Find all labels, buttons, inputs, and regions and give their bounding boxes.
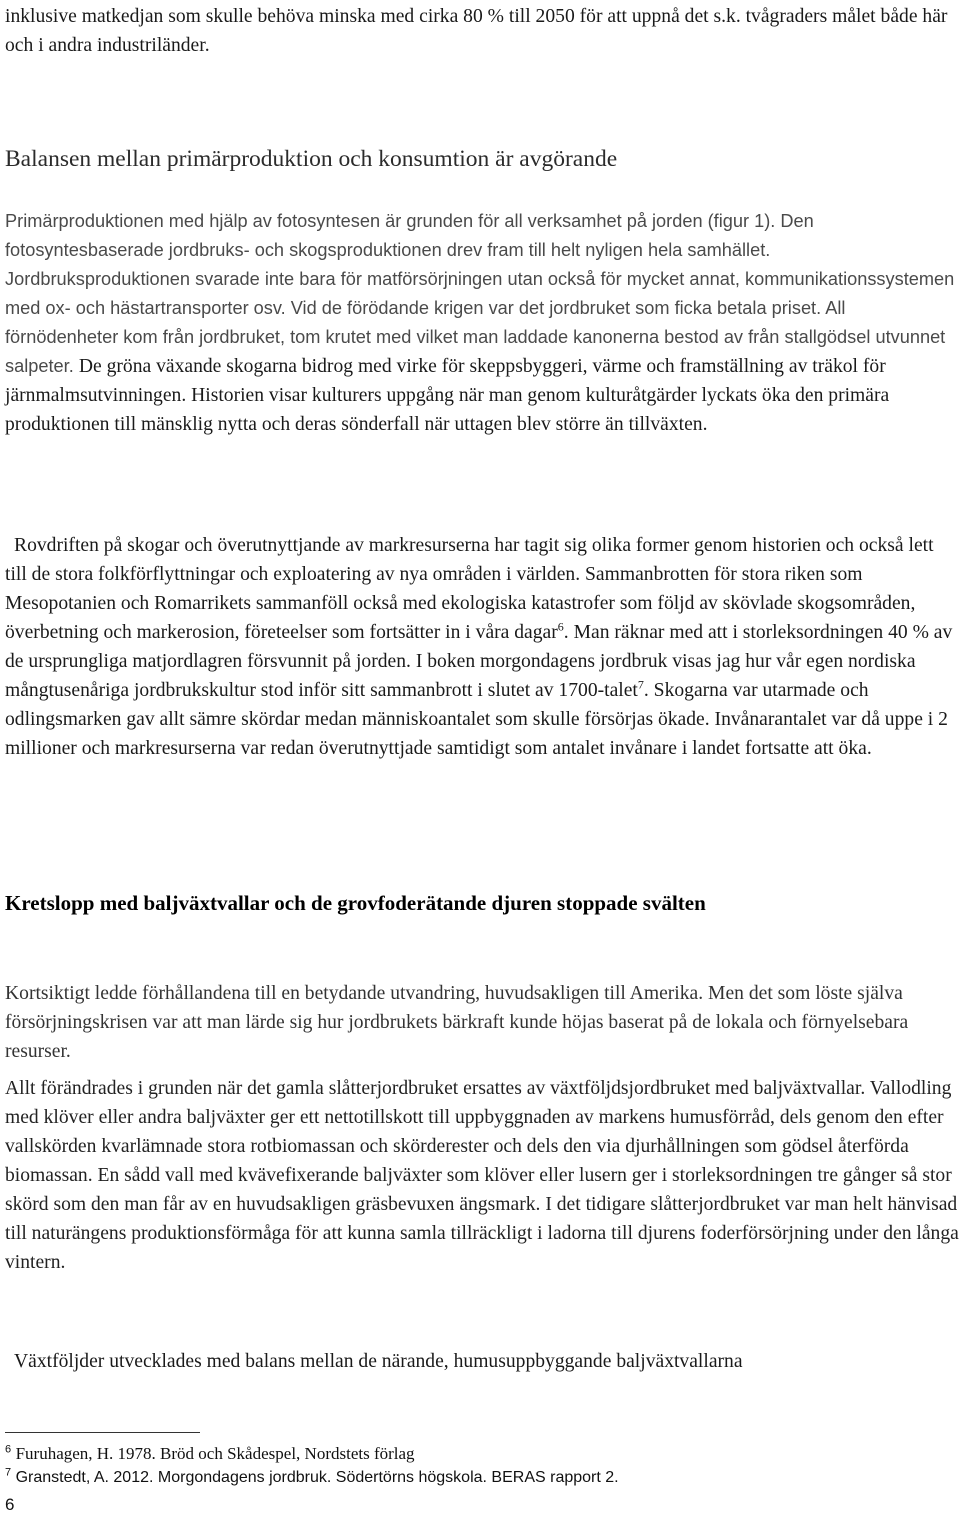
footnote-number: 7 — [5, 1466, 12, 1479]
footnote-ref-6[interactable]: 6 — [557, 619, 564, 634]
footnote-text: Granstedt, A. 2012. Morgondagens jordbruk. Södertörns högskola. BERAS rapport 2. — [15, 1469, 619, 1486]
footnote-divider — [5, 1432, 200, 1433]
footnote-7 — [5, 1467, 619, 1489]
page-number: 6 — [5, 1495, 15, 1514]
paragraph-overexploitation-text-b: . Man räknar med att i storleksordningen 40 % av de ursprungliga matjordlagren försvunnit på jorden. I boken morgondagens jordbruk visas jag hur vår egen nordiska mångtusenåriga jordbrukskultur stod inför sitt sammanbrott i slutet av 1700-talet — [5, 622, 953, 701]
paragraph-primary-production — [5, 207, 960, 439]
paragraph-primary-production-text: Primärproduktionen med hjälp av fotosyntesen är grunden för all verksamhet på jorden (figur 1). Den fotosyntesbaserade jordbruks- och skogsproduktionen drev fram till helt nyligen hela samhället. Jordbruksproduktionen svarade inte bara för matförsörjningen utan också för mycket annat, kommunikationssystemen med ox- och hästartransporter osv. Vid de förödande krigen var det jordbruket som ficka betala priset. All förnödenheter kom från jordbruket, tom krutet med vilket man laddade kanonerna bestod av från stallgödsel utvunnet salpeter. — [5, 211, 955, 376]
footnote-text: Furuhagen, H. 1978. Bröd och Skådespel, Nordstets förlag — [15, 1444, 415, 1463]
section-heading-crop-rotation: Kretslopp med baljväxtvallar och de grovfoderätande djuren stoppade svälten — [5, 891, 706, 915]
section-heading-balance: Balansen mellan primärproduktion och konsumtion är avgörande — [5, 146, 618, 172]
footnote-number: 6 — [5, 1443, 12, 1456]
paragraph-crop-rotation: Växtföljder utvecklades med balans mellan de närande, humusuppbyggande baljväxtvallarna — [14, 1351, 743, 1372]
paragraph-emigration: Kortsiktigt ledde förhållandena till en betydande utvandring, huvudsakligen till Amerika. Men det som löste själva försörjningskrisen var att man lärde sig hur jordbrukets bärkraft kunde höjas baserat på de lokala och förnyelsebara resurser. — [5, 983, 909, 1062]
intro-paragraph: inklusive matkedjan som skulle behöva minska med cirka 80 % till 2050 för att uppnå det s.k. tvågraders målet både här och i andra industriländer. — [5, 6, 948, 56]
paragraph-overexploitation-text-a: Rovdriften på skogar och överutnyttjande av markresurserna har tagit sig olika former genom historien och också lett till de stora folkförflyttningar och exploatering av nya områden i världen. Sammanbrotten för stora riken som Mesopotanien och Romarrikets sammanföll också med ekologiska katastrofer som följd av skövlade skogsområden, överbetning och markerosion, företeelser som fortsätter in i våra dagar — [5, 535, 934, 643]
paragraph-overexploitation — [5, 531, 960, 763]
footnote-ref-7[interactable]: 7 — [637, 677, 644, 692]
footnote-6 — [5, 1443, 415, 1466]
paragraph-overexploitation-text-c: . Skogarna var utarmade och odlingsmarken gav allt sämre skördar medan människoantalet som skulle försörjas ökade. Invånarantalet var då uppe i 2 millioner och markresurserna var redan överutnyttjade samtidigt som antalet invånare i landet fortsatte att öka. — [5, 680, 948, 759]
paragraph-forests-text: De gröna växande skogarna bidrog med virke för skeppsbyggeri, värme och framställning av träkol för järnmalmsutvinningen. Historien visar kulturers uppgång när man genom kulturåtgärder lyckats öka den primära produktionen till mänsklig nytta och deras sönderfall när uttagen blev större än tillväxten. — [5, 356, 890, 435]
paragraph-legume-leys: Allt förändrades i grunden när det gamla slåtterjordbruket ersattes av växtföljdsjordbruket med baljväxtvallar. Vallodling med klöver eller andra baljväxter ger ett nettotillskott till uppbyggnaden av markens humusförråd, dels genom den efter vallskörden kvarlämnade stora rotbiomassan och skörderester och dels den via djurhållningen som gödsel återförda biomassan. En sådd vall med kvävefixerande baljväxter som klöver eller lusern ger i storleksordningen tre gånger så stor skörd som den man får av en huvudsakligen gräsbevuxen ängsmark. I det tidigare slåtterjordbruket var man helt hänvisad till naturängens produktionsförmåga för att kunna samla tillräckligt i ladorna till djurens foderförsörjning under den långa vintern. — [5, 1078, 959, 1273]
